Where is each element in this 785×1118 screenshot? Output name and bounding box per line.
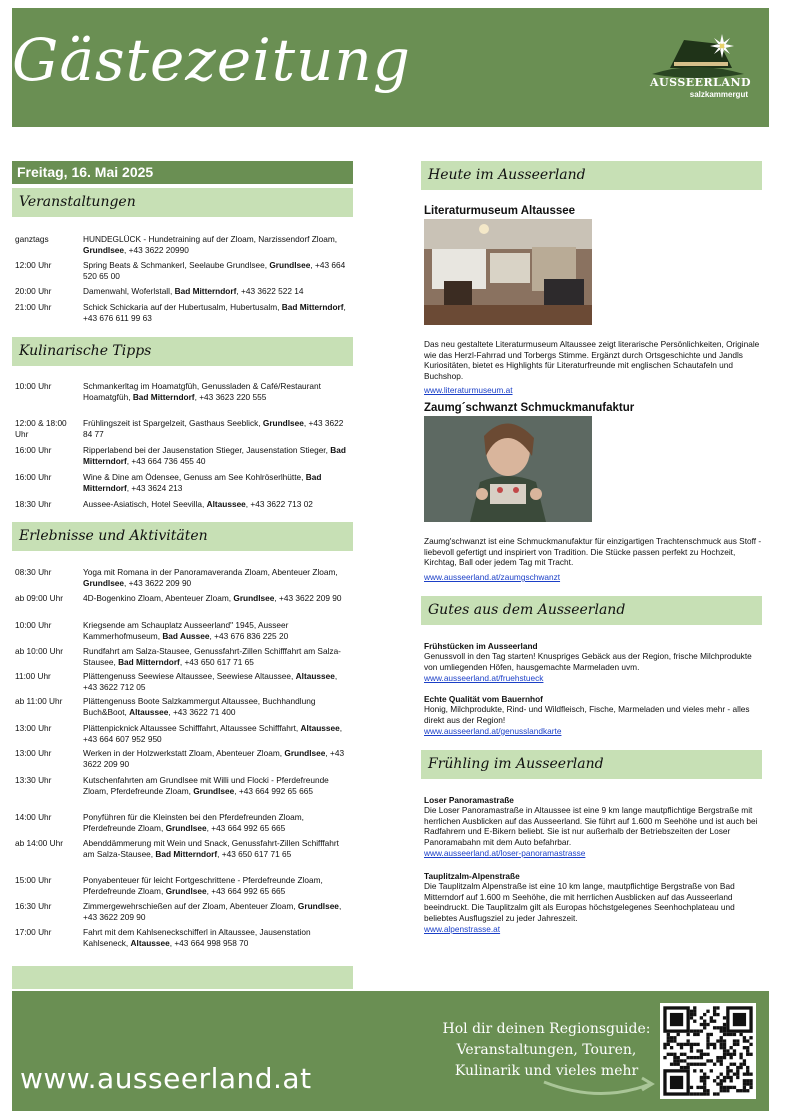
event-post: , +43 676 611 99 63 bbox=[83, 302, 346, 323]
event-pre: Ponyabenteuer für leicht Fortgeschrittene - Pferdefreunde Zloam, Pferdefreunde Zloam, bbox=[83, 875, 323, 896]
event-pre: Schick Schickaria auf der Hubertusalm, Hubertusalm, bbox=[83, 302, 282, 312]
guide-line-2: Veranstaltungen, Touren, bbox=[456, 1042, 637, 1058]
event-pre: Aussee-Asiatisch, Hotel Seevilla, bbox=[83, 499, 207, 509]
event-time: 10:00 Uhr bbox=[15, 381, 52, 391]
event-pre: Damenwahl, Woferlstall, bbox=[83, 286, 175, 296]
event-pre: Abenddämmerung mit Wein und Snack, Genussfahrt-Zillen Schifffahrt am Salza-Stausee, bbox=[83, 838, 339, 859]
heute-item1-link[interactable]: www.literaturmuseum.at bbox=[424, 385, 513, 395]
event-description bbox=[83, 381, 348, 402]
event-post: , +43 3624 213 bbox=[126, 482, 183, 493]
event-bold: Bad Mitterndorf bbox=[174, 286, 237, 296]
event-bold: Altaussee bbox=[130, 937, 170, 948]
event-pre: 4D-Bogenkino Zloam, Abenteuer Zloam, bbox=[83, 593, 234, 603]
event-time: 08:30 Uhr bbox=[15, 567, 52, 577]
event-bold: Bad Mitterndorf bbox=[83, 472, 322, 493]
event-post: , +43 3622 20990 bbox=[124, 244, 189, 255]
event-time: 13:00 Uhr bbox=[15, 723, 52, 733]
event-bold: Bad Mitterndorf bbox=[281, 302, 344, 312]
heute-item2-link[interactable]: www.ausseerland.at/zaumgschwanzt bbox=[424, 572, 561, 582]
event-time: 12:00 & 18:00 Uhr bbox=[15, 418, 67, 439]
gutes-item2-title: Echte Qualität vom Bauernhof bbox=[424, 694, 543, 704]
event-description bbox=[83, 620, 348, 641]
event-bold: Grundlsee bbox=[83, 244, 125, 255]
event-post: , +43 3622 713 02 bbox=[245, 499, 313, 509]
event-post: , +43 664 992 65 665 bbox=[206, 822, 286, 833]
qr-code-icon[interactable] bbox=[660, 1003, 756, 1099]
heute-item1-title: Literaturmuseum Altaussee bbox=[424, 205, 576, 217]
section-veranstaltungen: Veranstaltungen bbox=[12, 188, 353, 217]
event-time: ganztags bbox=[15, 234, 49, 244]
event-description bbox=[83, 234, 348, 255]
event-description bbox=[83, 723, 348, 744]
event-post: , +43 676 836 225 20 bbox=[209, 630, 289, 641]
gutes-item2-text: Honig, Milchprodukte, Rind- und Wildfleisch, Fische, Marmeladen und vieles mehr - alles direkt aus der Region! bbox=[424, 704, 750, 725]
event-description bbox=[83, 927, 348, 948]
event-post: , +43 3622 209 90 bbox=[124, 577, 192, 588]
event-description bbox=[83, 472, 348, 493]
event-time: 14:00 Uhr bbox=[15, 812, 52, 822]
logo-subtitle: salzkammergut bbox=[689, 90, 748, 99]
event-pre: HUNDEGLÜCK - Hundetraining auf der Zloam, Narzissendorf Zloam, bbox=[83, 234, 338, 244]
heute-item2-title: Zaumg´schwanzt Schmuckmanufaktur bbox=[424, 402, 635, 414]
event-bold: Grundlsee bbox=[193, 785, 235, 796]
event-time: 16:00 Uhr bbox=[15, 472, 52, 482]
heute-item1-text: Das neu gestaltete Literaturmuseum Altaussee zeigt literarische Persönlichkeiten, Originale wie das Herzl-Fahrrad und Torbergs Stimme. Ergänzt durch Ortsgeschichte und Jandls Kuriositäten, bietet es Highlights für Literaturfreunde mit englischen Schautafeln und Buchshop. bbox=[424, 339, 760, 381]
event-pre: Rundfahrt am Salza-Stausee, Genussfahrt-Zillen Schifffahrt am Salza-Stausee, bbox=[83, 646, 341, 667]
event-bold: Altaussee bbox=[300, 723, 340, 733]
event-post: , +43 3622 712 05 bbox=[83, 671, 338, 692]
event-description bbox=[83, 838, 348, 859]
literaturmuseum-photo-icon bbox=[424, 219, 592, 325]
event-time: 16:00 Uhr bbox=[15, 445, 52, 455]
event-description bbox=[83, 260, 348, 281]
event-pre: Spring Beats & Schmankerl, Seelaube Grundlsee, bbox=[83, 260, 270, 270]
event-time: ab 10:00 Uhr bbox=[15, 646, 63, 656]
event-bold: Grundlsee bbox=[269, 260, 311, 270]
event-time: 11:00 Uhr bbox=[15, 671, 51, 681]
event-description bbox=[83, 646, 348, 667]
event-bold: Altaussee bbox=[206, 499, 246, 509]
event-bold: Bad Aussee bbox=[162, 630, 210, 641]
event-bold: Grundlsee bbox=[284, 748, 326, 758]
event-time: ab 09:00 Uhr bbox=[15, 593, 63, 603]
event-pre: Fahrt mit dem Kahlseneckschifferl in Altaussee, Jausenstation Kahlseneck, bbox=[83, 927, 311, 948]
event-post: , +43 3622 71 400 bbox=[168, 706, 236, 717]
event-description bbox=[83, 748, 348, 769]
event-time: 12:00 Uhr bbox=[15, 260, 52, 270]
event-pre: Kriegsende am Schauplatz Ausseerland" 1945, Ausseer Kammerhofmuseum, bbox=[83, 620, 289, 641]
event-time: 13:30 Uhr bbox=[15, 775, 52, 785]
event-description bbox=[83, 567, 348, 588]
guide-line-3: Kulinarik und vieles mehr bbox=[454, 1063, 639, 1079]
event-time: ab 14:00 Uhr bbox=[15, 838, 63, 848]
footer-url[interactable]: www.ausseerland.at bbox=[20, 1062, 312, 1095]
event-pre: Schmankerltag im Hoamatgfüh, Genussladen & Café/Restaurant Hoamatgfüh, bbox=[83, 381, 321, 402]
fruehling-item1-title: Loser Panoramastraße bbox=[424, 795, 514, 805]
event-pre: Plättenpicknick Altaussee Schifffahrt, Altaussee Schifffahrt, bbox=[83, 723, 301, 733]
event-pre: Zimmergewehrschießen auf der Zloam, Abenteuer Zloam, bbox=[83, 901, 298, 911]
event-post: , +43 664 992 65 665 bbox=[234, 785, 313, 796]
logo-name: AUSSEERLAND bbox=[650, 76, 752, 89]
event-post: , +43 3622 84 77 bbox=[83, 418, 344, 439]
event-bold: Grundlsee bbox=[297, 901, 339, 911]
event-description bbox=[83, 302, 348, 323]
event-post: , +43 3622 209 90 bbox=[83, 901, 342, 922]
gutes-item2-link[interactable]: www.ausseerland.at/genusslandkarte bbox=[424, 726, 562, 736]
event-post: , +43 664 998 958 70 bbox=[169, 937, 249, 948]
event-post: , +43 3622 522 14 bbox=[236, 286, 304, 296]
heute-item2-text: Zaumg'schwanzt ist eine Schmuckmanufaktur für einzigartigen Trachtenschmuck aus Stoff - liebevoll gefertigt und inspiriert von Tradition. Die Stücke passen perfekt zu Hochzeit, Kirchtag, Ball oder jedem Tag mit Tracht. bbox=[424, 536, 762, 568]
event-time: 21:00 Uhr bbox=[15, 302, 52, 312]
left-column-end-bar bbox=[12, 966, 353, 989]
event-time: 10:00 Uhr bbox=[15, 620, 52, 630]
event-post: , +43 3623 220 555 bbox=[194, 391, 267, 402]
page-title: Gästezeitung bbox=[12, 26, 411, 94]
event-bold: Grundlsee bbox=[165, 885, 207, 896]
event-post: , +43 650 617 71 65 bbox=[217, 848, 292, 859]
event-pre: Kutschenfahrten am Grundlsee mit Willi und Flocki - Pferdefreunde Zloam, Pferdefreunde Zloam, bbox=[83, 775, 329, 796]
event-description bbox=[83, 593, 348, 604]
event-bold: Grundlsee bbox=[262, 418, 304, 428]
event-pre: Plättengenuss Seewiese Altaussee, Seewiese Altaussee, bbox=[83, 671, 296, 681]
event-time: 13:00 Uhr bbox=[15, 748, 52, 758]
section-heute: Heute im Ausseerland bbox=[421, 161, 762, 190]
event-bold: Grundlsee bbox=[165, 822, 207, 833]
fruehling-item2-title: Tauplitzalm-Alpenstraße bbox=[424, 871, 520, 881]
guide-line-1: Hol dir deinen Regionsguide: bbox=[442, 1021, 651, 1037]
event-pre: Wine & Dine am Ödensee, Genuss am See Kohlröserlhütte, bbox=[83, 472, 306, 482]
event-time: 16:30 Uhr bbox=[15, 901, 52, 911]
event-bold: Grundlsee bbox=[233, 593, 275, 603]
section-erlebnisse: Erlebnisse und Aktivitäten bbox=[12, 522, 353, 551]
event-bold: Bad Mitterndorf bbox=[83, 445, 346, 466]
event-post: , +43 650 617 71 65 bbox=[179, 656, 254, 667]
event-time: 20:00 Uhr bbox=[15, 286, 52, 296]
gutes-item1-text: Genussvoll in den Tag starten! Knuspriges Gebäck aus der Region, frische Milchprodukte von umliegenden Höfen, hausgemachte Marmeladen uvm. bbox=[424, 651, 752, 672]
event-post: , +43 664 992 65 665 bbox=[206, 885, 286, 896]
event-time: 17:00 Uhr bbox=[15, 927, 52, 937]
fruehling-item2-link[interactable]: www.alpenstrasse.at bbox=[424, 924, 501, 934]
event-description bbox=[83, 671, 348, 692]
event-description bbox=[83, 696, 348, 717]
gutes-item1-title: Frühstücken im Ausseerland bbox=[424, 641, 538, 651]
arrow-icon bbox=[540, 1070, 660, 1100]
section-kulinarik: Kulinarische Tipps bbox=[12, 337, 353, 366]
section-gutes: Gutes aus dem Ausseerland bbox=[421, 596, 762, 625]
event-pre: Plättengenuss Boote Salzkammergut Altaussee, Buchhandlung Buch&Boot, bbox=[83, 696, 316, 717]
event-post: , +43 664 607 952 950 bbox=[83, 723, 343, 744]
event-time: 18:30 Uhr bbox=[15, 499, 52, 509]
event-description bbox=[83, 499, 348, 510]
event-pre: Werken in der Holzwerkstatt Zloam, Abenteuer Zloam, bbox=[83, 748, 285, 758]
event-description bbox=[83, 812, 348, 833]
event-post: , +43 664 736 455 40 bbox=[126, 455, 206, 466]
event-post: , +43 3622 209 90 bbox=[83, 748, 345, 769]
fruehling-item1-link[interactable]: www.ausseerland.at/loser-panoramastrasse bbox=[424, 848, 586, 858]
event-post: , +43 664 520 65 00 bbox=[83, 260, 346, 281]
event-time: ab 11:00 Uhr bbox=[15, 696, 63, 706]
schmuck-photo-icon bbox=[424, 416, 592, 522]
fruehling-item1-text: Die Loser Panoramastraße in Altaussee ist eine 9 km lange mautpflichtige Bergstraße mit herrlichen Ausblicken auf das Ausseerland. Sie führt auf 1.600 m Seehöhe und ist auch bei Radfahrern und E-Bikern beliebt. Sie ist nur außerhalb der Betriebszeiten der Loser Panoramabahn mit dem Auto befahrbar. bbox=[424, 805, 758, 847]
event-pre: Frühlingszeit ist Spargelzeit, Gasthaus Seeblick, bbox=[83, 418, 263, 428]
event-bold: Bad Mitterndorf bbox=[118, 656, 180, 667]
event-description bbox=[83, 775, 348, 796]
event-description bbox=[83, 901, 348, 922]
event-bold: Bad Mitterndorf bbox=[155, 848, 218, 859]
event-bold: Grundlsee bbox=[83, 577, 125, 588]
event-description bbox=[83, 418, 348, 439]
event-pre: Ponyführen für die Kleinsten bei den Pferdefreunden Zloam, Pferdefreunde Zloam, bbox=[83, 812, 304, 833]
event-description bbox=[83, 286, 348, 297]
event-bold: Altaussee bbox=[295, 671, 335, 681]
event-description bbox=[83, 445, 348, 466]
event-time: 15:00 Uhr bbox=[15, 875, 52, 885]
section-fruehling: Frühling im Ausseerland bbox=[421, 750, 762, 779]
event-post: , +43 3622 209 90 bbox=[274, 593, 342, 603]
date-bar: Freitag, 16. Mai 2025 bbox=[12, 161, 353, 184]
fruehling-item2-text: Die Tauplitzalm Alpenstraße ist eine 10 km lange, mautpflichtige Bergstraße von Bad Mitterndorf auf 1.600 m Seehöhe, die mit herrlichen Ausblicken auf das Ausseerland beeindruckt. Die Tauplitzalm gilt als Europas höchstgelegenes Seenhochplateau und beliebtes Ausflugsziel zu jeder Jahreszeit. bbox=[424, 881, 735, 923]
event-pre: Yoga mit Romana in der Panoramaveranda Zloam, Abenteuer Zloam, bbox=[83, 567, 338, 577]
gutes-item1-link[interactable]: www.ausseerland.at/fruehstueck bbox=[424, 673, 544, 683]
event-bold: Altaussee bbox=[129, 706, 169, 717]
event-description bbox=[83, 875, 348, 896]
event-bold: Bad Mitterndorf bbox=[132, 391, 195, 402]
event-pre: Ripperlabend bei der Jausenstation Stieger, Jausenstation Stieger, bbox=[83, 445, 331, 455]
